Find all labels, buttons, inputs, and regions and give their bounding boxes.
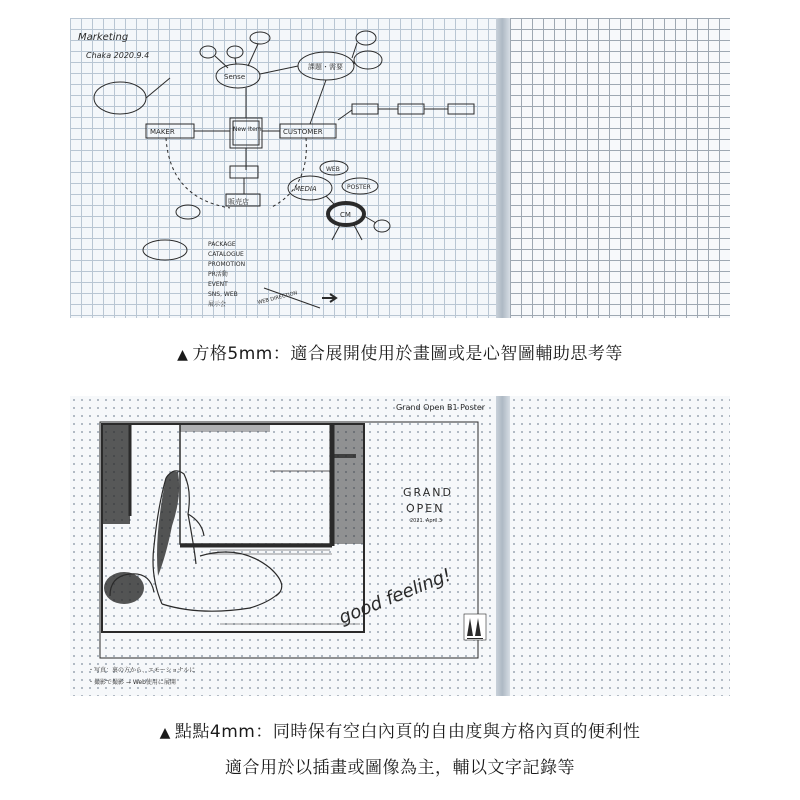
grid-notebook-spread <box>70 18 730 318</box>
customer-label: CUSTOMER <box>283 128 323 136</box>
brand-logo <box>464 614 486 640</box>
list-item-2: PROMOTION <box>208 261 246 268</box>
note-line-2: ・撮影で撮影 → Web使用に展開 <box>88 679 176 686</box>
web-direction-label: WEB DIRECTION <box>257 290 299 306</box>
grand-open-line2: OPEN <box>406 502 445 515</box>
dot-caption <box>0 717 800 742</box>
list-item-1: CATALOGUE <box>208 251 244 258</box>
notebook-spine-2 <box>496 396 510 696</box>
dot-caption-line-2: 適合用於以插畫或圖像為主，輔以文字記錄等 <box>225 758 575 778</box>
triangle-icon-2: ▲ <box>159 725 171 741</box>
dot-notebook-spread <box>70 396 730 696</box>
grid-caption-text: 方格5mm：適合展開使用於畫圖或是心智圖輔助思考等 <box>192 344 623 364</box>
notebook-spine <box>496 18 510 318</box>
web-label: WEB <box>326 166 340 173</box>
dot-caption-text: 點點4mm：同時保有空白內頁的自由度與方格內頁的便利性 <box>174 722 641 742</box>
cm-label: CM <box>340 211 351 219</box>
sketch-subtitle: Chaka 2020.9.4 <box>86 51 150 60</box>
list-item-0: PACKAGE <box>208 241 236 248</box>
grand-open-date: 2021. April.3 <box>410 518 443 524</box>
list-item-5: SNS, WEB <box>208 291 238 298</box>
sense-label: Sense <box>224 73 246 81</box>
list-item-6: 展示会 <box>208 301 227 308</box>
sketch-title: Marketing <box>78 32 129 43</box>
grid-right-page <box>510 18 730 318</box>
mindmap-sketch <box>70 18 496 318</box>
dot-left-page <box>70 396 496 696</box>
maker-label: MAKER <box>150 128 175 136</box>
poster-label: POSTER <box>347 184 371 191</box>
good-feeling-text: good feeling! <box>336 564 455 629</box>
grid-caption <box>0 339 800 364</box>
note-line-1: ・写真：裏の方から、エモーショナルに <box>88 667 196 674</box>
center-label: New Item <box>233 126 262 133</box>
dot-right-page <box>510 396 730 696</box>
grand-open-line1: GRAND <box>403 486 453 499</box>
media-label: MEDIA <box>294 185 317 193</box>
triangle-icon: ▲ <box>177 347 189 363</box>
shop-label: 販売店 <box>228 198 249 206</box>
grid-left-page <box>70 18 496 318</box>
poster-title: Grand Open B1 Poster <box>396 403 486 412</box>
list-item-3: PR活動 <box>208 271 228 278</box>
market-label: 課題・需要 <box>308 63 343 71</box>
poster-sketch <box>70 396 496 696</box>
list-item-4: EVENT <box>208 281 228 288</box>
